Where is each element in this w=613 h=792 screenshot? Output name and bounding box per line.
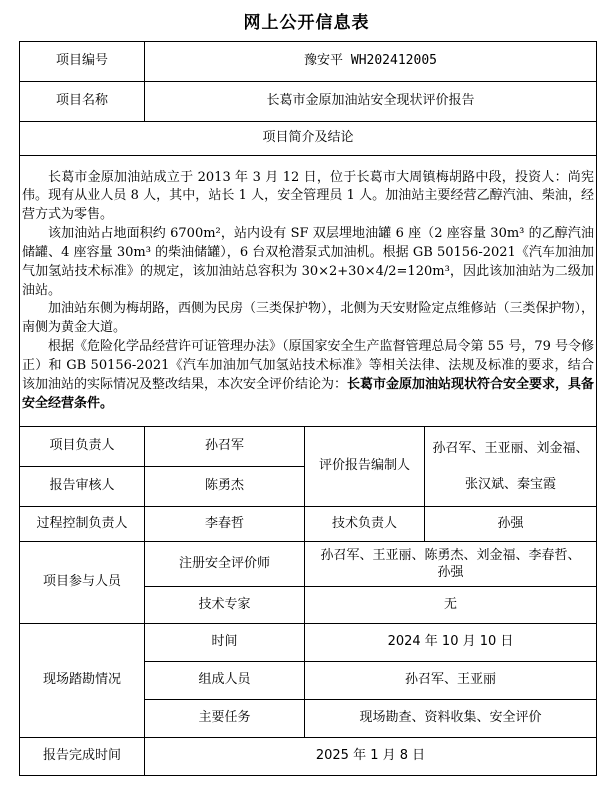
survey-time-value: 2024 年 10 月 10 日 [305, 624, 597, 662]
report-authors-value [425, 427, 597, 507]
row-report-completion [20, 738, 597, 776]
row-survey-time [20, 624, 597, 662]
row-project-leader [20, 427, 597, 467]
technical-leader-value: 孙强 [425, 507, 597, 542]
summary-paragraph-3: 加油站东侧为梅胡路，西侧为民房（三类保护物），北侧为天安财险定点维修站（三类保护物），南侧为黄金大道。 [22, 301, 595, 336]
conclusion-bold: 长葛市金原加油站现状符合安全要求，具备安全经营条件。 [22, 376, 595, 411]
conclusion-text: 根据《危险化学品经营许可证管理办法》（原国家安全生产监督管理总局令第 55 号，79 号令修正）和 GB 50156-2021《汽车加油加气加氢站技术标准》等相关法律、法规及标准的要求，结合该加油站的实际情况及整改结果，本次安全评价结论为： [22, 339, 595, 392]
page-title: 网上公开信息表 [243, 13, 370, 33]
survey-tasks-value: 现场勘查、资料收集、安全评价 [305, 700, 597, 738]
survey-members-value: 孙召军、王亚丽 [305, 662, 597, 700]
participants-label: 项目参与人员 [20, 542, 145, 624]
report-authors-label: 评价报告编制人 [305, 427, 425, 507]
project-name-value: 长葛市金原加油站安全现状评价报告 [145, 82, 597, 122]
registered-assessor-label: 注册安全评价师 [145, 542, 305, 587]
project-leader-label: 项目负责人 [20, 427, 145, 467]
registered-line2: 孙强 [437, 565, 464, 580]
report-completion-label: 报告完成时间 [20, 738, 145, 776]
report-reviewer-label: 报告审核人 [20, 467, 145, 507]
technical-leader-label: 技术负责人 [305, 507, 425, 542]
report-authors-line2: 张汉斌、秦宝霞 [465, 476, 557, 492]
process-controller-label: 过程控制负责人 [20, 507, 145, 542]
registered-line1: 孙召军、王亚丽、陈勇杰、刘金福、李春哲、 [320, 548, 581, 563]
row-participants-registered [20, 542, 597, 587]
report-authors-line1: 孙召军、王亚丽、刘金福、 [432, 440, 589, 456]
summary-body [20, 156, 597, 427]
process-controller-value: 李春哲 [145, 507, 305, 542]
survey-time-label: 时间 [145, 624, 305, 662]
summary-heading: 项目简介及结论 [20, 122, 597, 156]
row-project-number [20, 42, 597, 82]
summary-paragraph-2: 该加油站占地面积约 6700m²，站内设有 SF 双层埋地油罐 6 座（2 座容量 30m³ 的乙醇汽油储罐、4 座容量 30m³ 的柴油储罐），6 台双枪潜泵式加油机。根据 GB 50156-2021《汽车加油加气加氢站技术标准》的规定，该加油站总容积为 30×2+30×4/2=120m³，因此该加油站为二级加油站。 [22, 226, 595, 298]
project-leader-value: 孙召军 [145, 427, 305, 467]
row-process-controller [20, 507, 597, 542]
report-reviewer-value: 陈勇杰 [145, 467, 305, 507]
project-number-value: 豫安平 WH202412005 [145, 42, 597, 82]
row-summary-heading [20, 122, 597, 156]
survey-tasks-label: 主要任务 [145, 700, 305, 738]
row-summary-body [20, 156, 597, 427]
row-project-name [20, 82, 597, 122]
report-completion-value: 2025 年 1 月 8 日 [145, 738, 597, 776]
project-name-label: 项目名称 [20, 82, 145, 122]
summary-paragraph-4 [22, 338, 594, 413]
site-survey-label: 现场踏勘情况 [20, 624, 145, 738]
registered-assessor-value [305, 542, 597, 587]
info-table [19, 41, 597, 776]
expert-label: 技术专家 [145, 587, 305, 624]
expert-value: 无 [305, 587, 597, 624]
project-number-label: 项目编号 [20, 42, 145, 82]
survey-members-label: 组成人员 [145, 662, 305, 700]
summary-paragraph-1: 长葛市金原加油站成立于 2013 年 3 月 12 日，位于长葛市大周镇梅胡路中段，投资人：尚宪伟。现有从业人员 8 人，其中，站长 1 人，安全管理员 1 人。加油站主要经营乙醇汽油、柴油，经营方式为零售。 [22, 169, 595, 223]
